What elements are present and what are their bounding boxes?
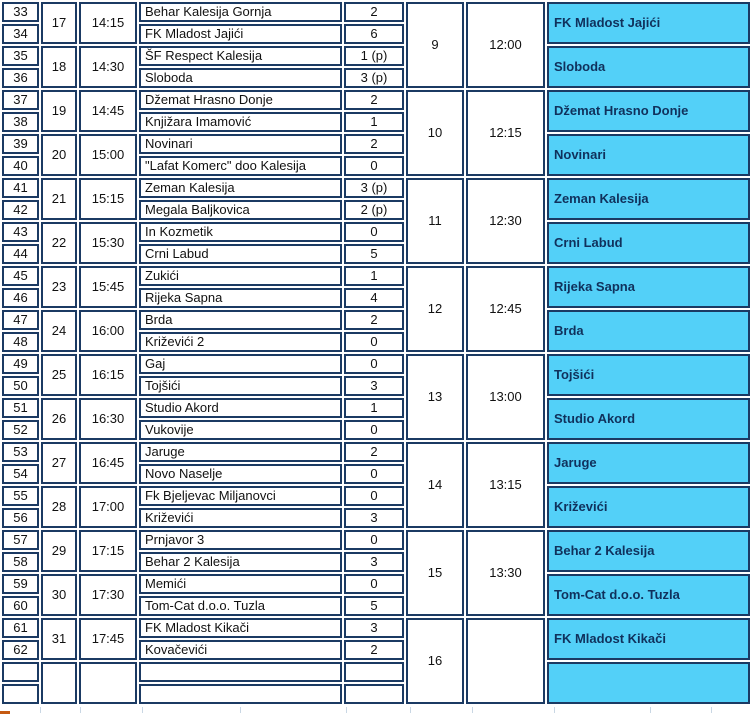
- team-name-cell[interactable]: "Lafat Komerc" doo Kalesija: [139, 156, 342, 176]
- row-number-cell[interactable]: 52: [2, 420, 39, 440]
- team-name-cell[interactable]: Jaruge: [139, 442, 342, 462]
- table-row: [2, 266, 750, 286]
- team-name-cell[interactable]: Gaj: [139, 354, 342, 374]
- next-round-time-cell[interactable]: 13:15: [466, 442, 545, 528]
- match-number-cell[interactable]: 30: [41, 574, 77, 616]
- match-time-cell[interactable]: 16:15: [79, 354, 137, 396]
- match-number-cell[interactable]: 19: [41, 90, 77, 132]
- winner-cell[interactable]: Sloboda: [547, 46, 750, 88]
- match-time-cell[interactable]: 17:45: [79, 618, 137, 660]
- table-row: [2, 222, 750, 242]
- row-number-cell[interactable]: 55: [2, 486, 39, 506]
- match-time-cell[interactable]: 17:00: [79, 486, 137, 528]
- team-name-cell[interactable]: Prnjavor 3: [139, 530, 342, 550]
- score-cell[interactable]: 5: [344, 596, 404, 616]
- team-name-cell[interactable]: Džemat Hrasno Donje: [139, 90, 342, 110]
- row-number-cell[interactable]: [2, 662, 39, 682]
- score-cell[interactable]: 5: [344, 244, 404, 264]
- winner-cell[interactable]: [547, 662, 750, 704]
- row-number-cell[interactable]: 60: [2, 596, 39, 616]
- next-round-time-cell[interactable]: [466, 618, 545, 704]
- match-time-cell[interactable]: [79, 662, 137, 704]
- winner-cell[interactable]: Crni Labud: [547, 222, 750, 264]
- table-row: [2, 90, 750, 110]
- match-time-cell[interactable]: 16:45: [79, 442, 137, 484]
- team-name-cell[interactable]: Novo Naselje: [139, 464, 342, 484]
- match-number-cell[interactable]: 21: [41, 178, 77, 220]
- row-number-cell[interactable]: 61: [2, 618, 39, 638]
- team-name-cell[interactable]: FK Mladost Kikači: [139, 618, 342, 638]
- score-cell[interactable]: 1: [344, 112, 404, 132]
- row-number-cell[interactable]: 49: [2, 354, 39, 374]
- table-row: [2, 574, 750, 594]
- table-row: [2, 442, 750, 462]
- team-name-cell[interactable]: Tojšići: [139, 376, 342, 396]
- score-cell[interactable]: 0: [344, 332, 404, 352]
- row-number-cell[interactable]: 35: [2, 46, 39, 66]
- row-number-cell[interactable]: 58: [2, 552, 39, 572]
- match-time-cell[interactable]: 15:15: [79, 178, 137, 220]
- row-number-cell[interactable]: 50: [2, 376, 39, 396]
- row-number-cell[interactable]: 47: [2, 310, 39, 330]
- team-name-cell[interactable]: Tom-Cat d.o.o. Tuzla: [139, 596, 342, 616]
- match-number-cell[interactable]: 25: [41, 354, 77, 396]
- spreadsheet-gridlines: [0, 706, 754, 714]
- team-name-cell[interactable]: Križevići 2: [139, 332, 342, 352]
- team-name-cell[interactable]: Kovačevići: [139, 640, 342, 660]
- row-number-cell[interactable]: 62: [2, 640, 39, 660]
- match-time-cell[interactable]: 16:00: [79, 310, 137, 352]
- row-number-cell[interactable]: 36: [2, 68, 39, 88]
- team-name-cell[interactable]: Vukovije: [139, 420, 342, 440]
- team-name-cell[interactable]: Megala Baljkovica: [139, 200, 342, 220]
- team-name-cell[interactable]: Memići: [139, 574, 342, 594]
- winner-cell[interactable]: Zeman Kalesija: [547, 178, 750, 220]
- match-number-cell[interactable]: 20: [41, 134, 77, 176]
- match-number-cell[interactable]: 17: [41, 2, 77, 44]
- table-row: [2, 46, 750, 66]
- match-number-cell[interactable]: 28: [41, 486, 77, 528]
- row-number-cell[interactable]: 43: [2, 222, 39, 242]
- next-round-time-cell[interactable]: 12:15: [466, 90, 545, 176]
- score-cell[interactable]: 2 (p): [344, 200, 404, 220]
- score-cell[interactable]: 1 (p): [344, 46, 404, 66]
- score-cell[interactable]: 0: [344, 464, 404, 484]
- team-name-cell[interactable]: Behar Kalesija Gornja: [139, 2, 342, 22]
- next-round-time-cell[interactable]: 13:00: [466, 354, 545, 440]
- score-cell[interactable]: 1: [344, 266, 404, 286]
- winner-cell[interactable]: Tom-Cat d.o.o. Tuzla: [547, 574, 750, 616]
- table-row: [2, 486, 750, 506]
- next-round-time-cell[interactable]: 13:30: [466, 530, 545, 616]
- match-number-cell[interactable]: 23: [41, 266, 77, 308]
- winner-cell[interactable]: Jaruge: [547, 442, 750, 484]
- next-round-match-cell[interactable]: 11: [406, 178, 464, 264]
- team-name-cell[interactable]: Knjižara Imamović: [139, 112, 342, 132]
- score-cell[interactable]: 3 (p): [344, 178, 404, 198]
- score-cell[interactable]: 0: [344, 156, 404, 176]
- score-cell[interactable]: 2: [344, 442, 404, 462]
- team-name-cell[interactable]: Sloboda: [139, 68, 342, 88]
- gridline-tick: [142, 707, 143, 713]
- match-time-cell[interactable]: 17:30: [79, 574, 137, 616]
- row-number-cell[interactable]: 59: [2, 574, 39, 594]
- table-row: [2, 134, 750, 154]
- team-name-cell[interactable]: Zeman Kalesija: [139, 178, 342, 198]
- table-row: [2, 178, 750, 198]
- row-number-cell[interactable]: 33: [2, 2, 39, 22]
- score-cell[interactable]: 1: [344, 398, 404, 418]
- team-name-cell[interactable]: Zukići: [139, 266, 342, 286]
- row-number-cell[interactable]: 41: [2, 178, 39, 198]
- winner-cell[interactable]: FK Mladost Jajići: [547, 2, 750, 44]
- winner-cell[interactable]: Rijeka Sapna: [547, 266, 750, 308]
- gridline-tick: [40, 707, 41, 713]
- score-cell[interactable]: 2: [344, 310, 404, 330]
- table-row: [2, 398, 750, 418]
- next-round-match-cell[interactable]: 14: [406, 442, 464, 528]
- winner-cell[interactable]: Tojšići: [547, 354, 750, 396]
- score-cell[interactable]: 2: [344, 90, 404, 110]
- row-number-cell[interactable]: 53: [2, 442, 39, 462]
- table-row: [2, 2, 750, 22]
- team-name-cell[interactable]: Fk Bjeljevac Miljanovci: [139, 486, 342, 506]
- gridline-tick: [472, 707, 473, 713]
- team-name-cell[interactable]: Rijeka Sapna: [139, 288, 342, 308]
- row-number-cell[interactable]: 54: [2, 464, 39, 484]
- next-round-match-cell[interactable]: 9: [406, 2, 464, 88]
- match-number-cell[interactable]: 27: [41, 442, 77, 484]
- row-number-cell[interactable]: 51: [2, 398, 39, 418]
- gridline-tick: [711, 707, 712, 713]
- gridline-tick: [80, 707, 81, 713]
- next-round-time-cell[interactable]: 12:00: [466, 2, 545, 88]
- score-cell[interactable]: 3: [344, 618, 404, 638]
- winner-cell[interactable]: Džemat Hrasno Donje: [547, 90, 750, 132]
- team-name-cell[interactable]: ŠF Respect Kalesija: [139, 46, 342, 66]
- score-cell[interactable]: 0: [344, 222, 404, 242]
- next-round-time-cell[interactable]: 12:30: [466, 178, 545, 264]
- match-number-cell[interactable]: [41, 662, 77, 704]
- match-time-cell[interactable]: 14:15: [79, 2, 137, 44]
- match-time-cell[interactable]: 15:30: [79, 222, 137, 264]
- table-row: [2, 310, 750, 330]
- winner-cell[interactable]: FK Mladost Kikači: [547, 618, 750, 660]
- match-number-cell[interactable]: 26: [41, 398, 77, 440]
- match-time-cell[interactable]: 16:30: [79, 398, 137, 440]
- gridline-tick: [410, 707, 411, 713]
- team-name-cell[interactable]: In Kozmetik: [139, 222, 342, 242]
- next-round-time-cell[interactable]: 12:45: [466, 266, 545, 352]
- score-cell[interactable]: 4: [344, 288, 404, 308]
- next-round-match-cell[interactable]: 13: [406, 354, 464, 440]
- table-row: [2, 662, 750, 682]
- match-number-cell[interactable]: 22: [41, 222, 77, 264]
- score-cell[interactable]: 3 (p): [344, 68, 404, 88]
- match-time-cell[interactable]: 15:00: [79, 134, 137, 176]
- row-number-cell[interactable]: 56: [2, 508, 39, 528]
- match-time-cell[interactable]: 14:45: [79, 90, 137, 132]
- gridline-tick: [650, 707, 651, 713]
- score-cell[interactable]: 0: [344, 420, 404, 440]
- row-number-cell[interactable]: 42: [2, 200, 39, 220]
- gridline-tick: [346, 707, 347, 713]
- team-name-cell[interactable]: Brda: [139, 310, 342, 330]
- score-cell[interactable]: 3: [344, 552, 404, 572]
- team-name-cell[interactable]: Crni Labud: [139, 244, 342, 264]
- row-number-cell[interactable]: 57: [2, 530, 39, 550]
- score-cell[interactable]: 2: [344, 134, 404, 154]
- score-cell[interactable]: 2: [344, 2, 404, 22]
- winner-cell[interactable]: Novinari: [547, 134, 750, 176]
- winner-cell[interactable]: Brda: [547, 310, 750, 352]
- score-cell[interactable]: 0: [344, 530, 404, 550]
- match-time-cell[interactable]: 17:15: [79, 530, 137, 572]
- next-round-match-cell[interactable]: 12: [406, 266, 464, 352]
- next-round-match-cell[interactable]: 16: [406, 618, 464, 704]
- score-cell[interactable]: 0: [344, 354, 404, 374]
- score-cell[interactable]: 2: [344, 640, 404, 660]
- team-name-cell[interactable]: Križevići: [139, 508, 342, 528]
- row-number-cell[interactable]: 38: [2, 112, 39, 132]
- row-number-cell[interactable]: 40: [2, 156, 39, 176]
- next-round-match-cell[interactable]: 10: [406, 90, 464, 176]
- score-cell[interactable]: 0: [344, 574, 404, 594]
- match-number-cell[interactable]: 18: [41, 46, 77, 88]
- row-number-cell[interactable]: 45: [2, 266, 39, 286]
- row-number-cell[interactable]: 37: [2, 90, 39, 110]
- team-name-cell[interactable]: Behar 2 Kalesija: [139, 552, 342, 572]
- row-number-cell[interactable]: 34: [2, 24, 39, 44]
- match-number-cell[interactable]: 29: [41, 530, 77, 572]
- score-cell[interactable]: 3: [344, 508, 404, 528]
- team-name-cell[interactable]: Studio Akord: [139, 398, 342, 418]
- score-cell[interactable]: 0: [344, 486, 404, 506]
- team-name-cell[interactable]: Novinari: [139, 134, 342, 154]
- winner-cell[interactable]: Križevići: [547, 486, 750, 528]
- next-round-match-cell[interactable]: 15: [406, 530, 464, 616]
- winner-cell[interactable]: Behar 2 Kalesija: [547, 530, 750, 572]
- score-cell[interactable]: 3: [344, 376, 404, 396]
- table-row: [2, 618, 750, 638]
- table-row: [2, 354, 750, 374]
- table-row: [2, 530, 750, 550]
- team-name-cell[interactable]: FK Mladost Jajići: [139, 24, 342, 44]
- score-cell[interactable]: [344, 662, 404, 682]
- winner-cell[interactable]: Studio Akord: [547, 398, 750, 440]
- team-name-cell[interactable]: [139, 684, 342, 704]
- match-time-cell[interactable]: 14:30: [79, 46, 137, 88]
- row-number-cell[interactable]: 48: [2, 332, 39, 352]
- team-name-cell[interactable]: [139, 662, 342, 682]
- row-number-cell[interactable]: 44: [2, 244, 39, 264]
- row-number-cell[interactable]: 39: [2, 134, 39, 154]
- gridline-tick: [240, 707, 241, 713]
- row-number-cell[interactable]: [2, 684, 39, 704]
- score-cell[interactable]: 6: [344, 24, 404, 44]
- match-number-cell[interactable]: 31: [41, 618, 77, 660]
- score-cell[interactable]: [344, 684, 404, 704]
- match-number-cell[interactable]: 24: [41, 310, 77, 352]
- gridline-tick: [554, 707, 555, 713]
- row-number-cell[interactable]: 46: [2, 288, 39, 308]
- match-time-cell[interactable]: 15:45: [79, 266, 137, 308]
